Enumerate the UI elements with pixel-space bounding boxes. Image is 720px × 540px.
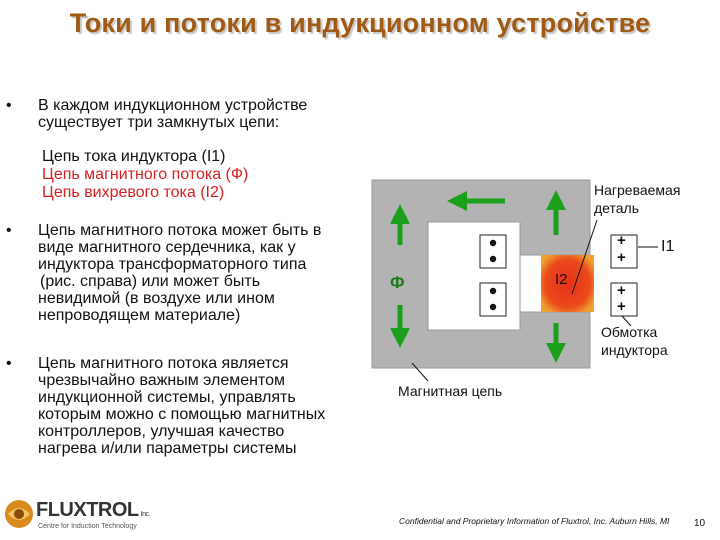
label-i1: I1: [661, 238, 675, 255]
label-i2: I2: [555, 271, 568, 288]
bullet-3-line-2: чрезвычайно важным элементом: [38, 372, 285, 389]
label-workpiece-line-1: Нагреваемая: [594, 182, 681, 198]
page-number: 10: [694, 518, 706, 529]
label-coil-line-2: индуктора: [601, 342, 668, 358]
logo-emblem-icon: [4, 499, 34, 529]
bullet-3-line-4: которым можно с помощью магнитных: [38, 406, 326, 423]
circuit-inductor-current: Цепь тока индуктора (I1): [42, 148, 226, 165]
current-out-icon: [490, 240, 496, 246]
circuit-magnetic-flux: Цепь магнитного потока (Ф): [42, 166, 249, 183]
circuit-eddy-current: Цепь вихревого тока (I2): [42, 184, 225, 201]
current-in-icon: +: [617, 249, 626, 266]
bullet-3-line-3: индукционной системы, управлять: [38, 389, 296, 406]
logo-tagline: Centre for Induction Technology: [38, 523, 137, 530]
current-out-icon: [490, 288, 496, 294]
current-in-icon: +: [617, 282, 626, 299]
label-coil: [601, 323, 668, 359]
bullet-dot: •: [6, 97, 12, 114]
slide-title: Токи и потоки в индукционном устройстве: [69, 8, 651, 38]
bullet-1-line-1: В каждом индукционном устройстве: [38, 97, 308, 114]
bullet-1-line-2: существует три замкнутых цепи:: [38, 114, 280, 131]
bullet-2-line-5: невидимой (в воздухе или ином: [38, 290, 275, 307]
label-workpiece-line-2: деталь: [594, 200, 639, 216]
logo-text: FLUXTROL: [36, 499, 139, 521]
bullet-2-line-4: (рис. справа) или может быть: [40, 273, 261, 290]
fluxtrol-logo: [4, 497, 154, 537]
logo-inc: Inc.: [140, 511, 150, 518]
current-out-icon: [490, 256, 496, 262]
footer-confidential: Confidential and Proprietary Information of Fluxtrol, Inc. Auburn Hills, MI: [399, 516, 670, 526]
current-in-icon: +: [617, 232, 626, 249]
label-coil-line-1: Обмотка: [601, 324, 658, 340]
label-workpiece: [594, 181, 680, 217]
bullet-2-line-3: индуктора трансформаторного типа: [38, 256, 307, 273]
current-in-icon: +: [617, 298, 626, 315]
label-phi: Ф: [390, 273, 405, 292]
bullet-3-line-1: Цепь магнитного потока является: [38, 355, 289, 372]
bullet-2-line-6: непроводящем материале): [38, 307, 241, 324]
bullet-2-line-2: виде магнитного сердечника, как у: [38, 239, 296, 256]
bullet-3-line-6: нагрева и/или параметры системы: [38, 440, 297, 457]
label-magnetic-circuit: Магнитная цепь: [398, 383, 503, 399]
bullet-dot: •: [6, 355, 12, 372]
bullet-dot: •: [6, 222, 12, 239]
current-out-icon: [490, 304, 496, 310]
bullet-3-line-5: контроллеров, улучшая качество: [38, 423, 285, 440]
bullet-2-line-1: Цепь магнитного потока может быть в: [38, 222, 322, 239]
